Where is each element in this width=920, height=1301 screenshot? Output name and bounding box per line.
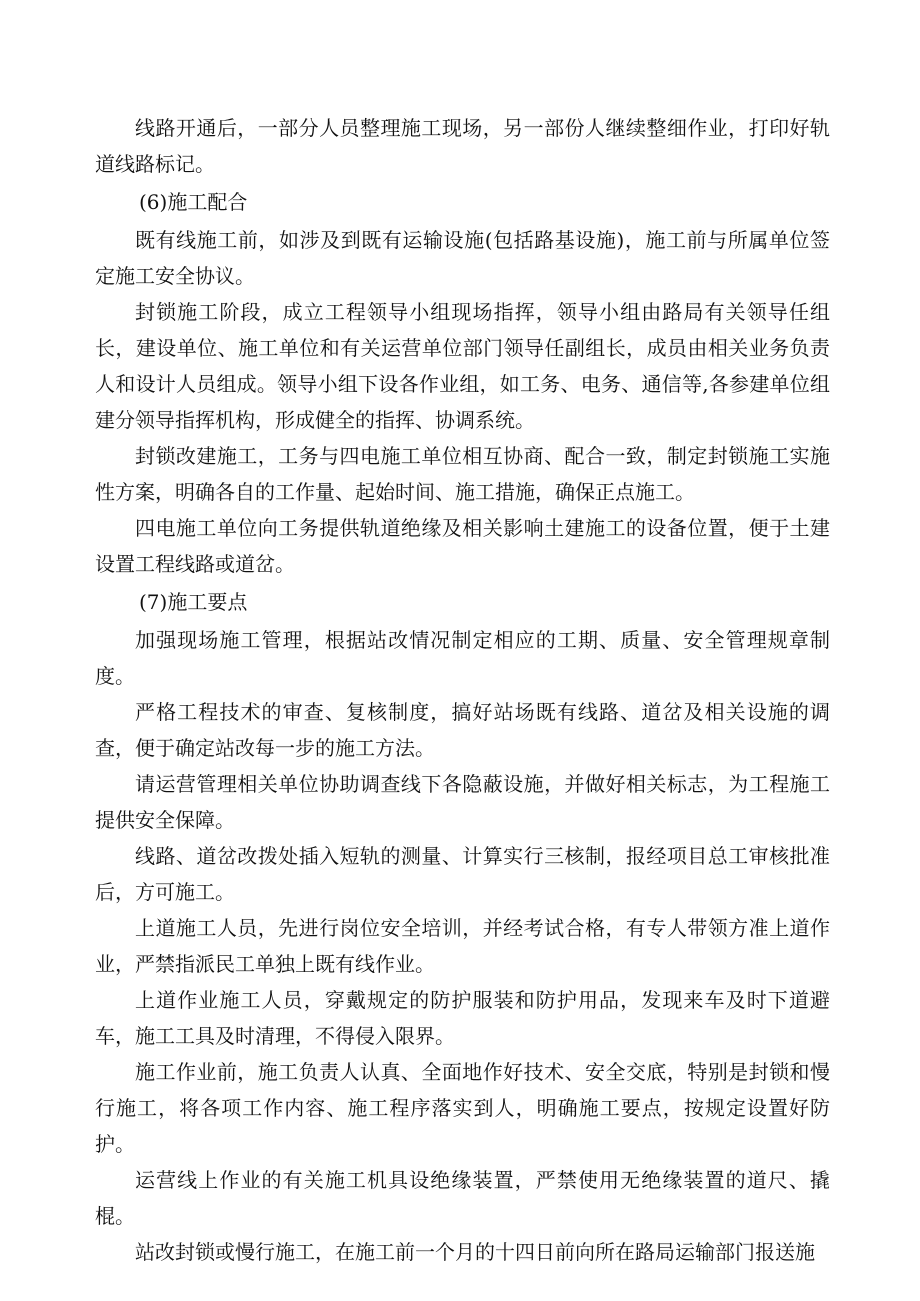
section-heading-construction-coordination: (6)施工配合	[139, 190, 248, 214]
section-heading-key-points: (7)施工要点	[139, 590, 248, 614]
paragraph-closure-report: 站改封锁或慢行施工，在施工前一个月的十四日前向所在路局运输部门报送施	[135, 1240, 815, 1264]
paragraph-protective-equipment: 上道作业施工人员，穿戴规定的防护服装和防护用品，发现来车及时下道避车，施工工具及时清理，不得侵入限界。	[95, 988, 830, 1048]
paragraph-site-management: 加强现场施工管理，根据站改情况制定相应的工期、质量、安全管理规章制度。	[95, 628, 830, 688]
paragraph-leadership-group: 封锁施工阶段，成立工程领导小组现场指挥，领导小组由路局有关领导任组长，建设单位、施工单位和有关运营单位部门领导任副组长，成员由相关业务负责人和设计人员组成。领导小组下设各作业组，如工务、电务、通信等,各参建单位组建分领导指挥机构，形成健全的指挥、协调系统。	[95, 300, 830, 432]
paragraph-personnel-training: 上道施工人员，先进行岗位安全培训，并经考试合格，有专人带领方准上道作业，严禁指派民工单独上既有线作业。	[95, 916, 830, 976]
paragraph-insulated-tools: 运营线上作业的有关施工机具设绝缘装置，严禁使用无绝缘装置的道尺、撬棍。	[95, 1168, 830, 1228]
paragraph-closure-renovation: 封锁改建施工，工务与四电施工单位相互协商、配合一致，制定封锁施工实施性方案，明确各自的工作量、起始时间、施工措施，确保正点施工。	[95, 444, 830, 504]
paragraph-line-opening: 线路开通后，一部分人员整理施工现场，另一部份人继续整细作业，打印好轨道线路标记。	[95, 116, 830, 176]
paragraph-short-rail-measurement: 线路、道岔改拨处插入短轨的测量、计算实行三核制，报经项目总工审核批准后，方可施工。	[95, 844, 830, 904]
document-body	[95, 110, 830, 1270]
paragraph-safety-briefing: 施工作业前，施工负责人认真、全面地作好技术、安全交底，特别是封锁和慢行施工，将各项工作内容、施工程序落实到人，明确施工要点，按规定设置好防护。	[95, 1060, 830, 1156]
paragraph-insulation-position: 四电施工单位向工务提供轨道绝缘及相关影响土建施工的设备位置，便于土建设置工程线路或道岔。	[95, 516, 830, 576]
paragraph-safety-agreement: 既有线施工前，如涉及到既有运输设施(包括路基设施)，施工前与所属单位签定施工安全协议。	[95, 228, 830, 288]
paragraph-technical-review: 严格工程技术的审查、复核制度，搞好站场既有线路、道岔及相关设施的调查，便于确定站改每一步的施工方法。	[95, 700, 830, 760]
paragraph-hidden-facilities: 请运营管理相关单位协助调查线下各隐蔽设施，并做好相关标志，为工程施工提供安全保障。	[95, 772, 830, 832]
